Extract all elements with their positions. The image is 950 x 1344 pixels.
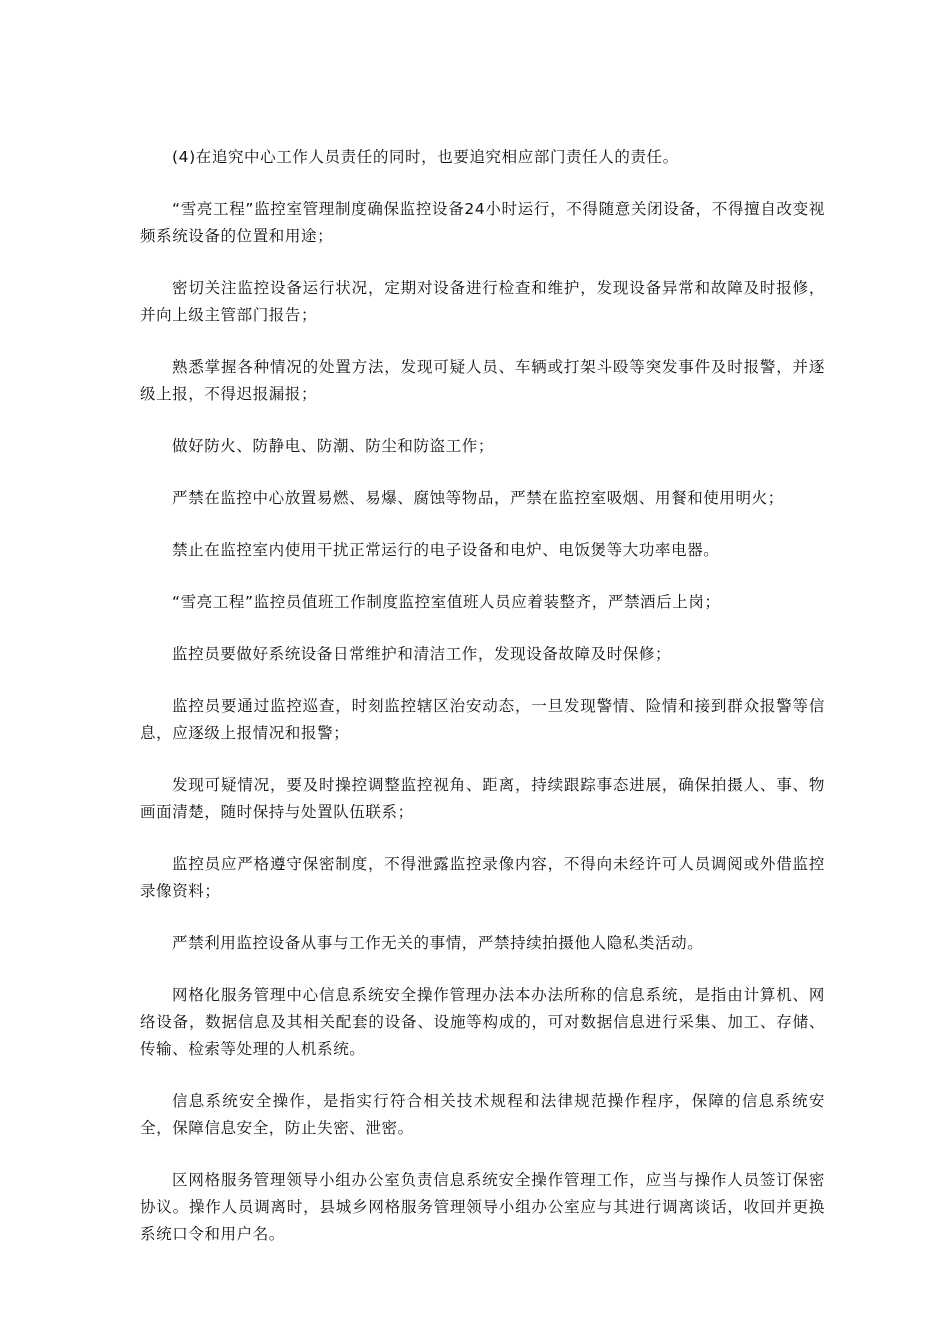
paragraph-11: 发现可疑情况，要及时操控调整监控视角、距离，持续跟踪事态进展，确保拍摄人、事、物画面清楚，随时保持与处置队伍联系； — [140, 776, 825, 821]
paragraph-2: “雪亮工程”监控室管理制度确保监控设备24小时运行，不得随意关闭设备，不得擅自改变视频系统设备的位置和用途； — [140, 200, 825, 245]
paragraph-15: 信息系统安全操作，是指实行符合相关技术规程和法律规范操作程序，保障的信息系统安全，保障信息安全，防止失密、泄密。 — [140, 1092, 825, 1137]
paragraph-4: 熟悉掌握各种情况的处置方法，发现可疑人员、车辆或打架斗殴等突发事件及时报警，并逐级上报，不得迟报漏报； — [140, 358, 825, 403]
document-body — [140, 144, 825, 1273]
paragraph-7: 禁止在监控室内使用干扰正常运行的电子设备和电炉、电饭煲等大功率电器。 — [172, 541, 720, 559]
paragraph-8: “雪亮工程”监控员值班工作制度监控室值班人员应着装整齐，严禁酒后上岗； — [172, 593, 721, 611]
paragraph-3: 密切关注监控设备运行状况，定期对设备进行检查和维护，发现设备异常和故障及时报修，并向上级主管部门报告； — [140, 279, 825, 324]
paragraph-10: 监控员要通过监控巡查，时刻监控辖区治安动态，一旦发现警情、险情和接到群众报警等信息，应逐级上报情况和报警； — [140, 697, 825, 742]
paragraph-14: 网格化服务管理中心信息系统安全操作管理办法本办法所称的信息系统，是指由计算机、网络设备，数据信息及其相关配套的设备、设施等构成的，可对数据信息进行采集、加工、存储、传输、检索等处理的人机系统。 — [140, 986, 825, 1058]
paragraph-5: 做好防火、防静电、防潮、防尘和防盗工作； — [172, 437, 495, 455]
paragraph-6: 严禁在监控中心放置易燃、易爆、腐蚀等物品，严禁在监控室吸烟、用餐和使用明火； — [172, 489, 784, 507]
paragraph-12: 监控员应严格遵守保密制度，不得泄露监控录像内容，不得向未经许可人员调阅或外借监控录像资料； — [140, 855, 825, 900]
paragraph-9: 监控员要做好系统设备日常维护和清洁工作，发现设备故障及时保修； — [172, 645, 672, 663]
paragraph-16: 区网格服务管理领导小组办公室负责信息系统安全操作管理工作，应当与操作人员签订保密协议。操作人员调离时，县城乡网格服务管理领导小组办公室应与其进行调离谈话，收回并更换系统口令和用户名。 — [140, 1171, 825, 1243]
paragraph-1: (4)在追究中心工作人员责任的同时，也要追究相应部门责任人的责任。 — [172, 148, 679, 166]
paragraph-13: 严禁利用监控设备从事与工作无关的事情，严禁持续拍摄他人隐私类活动。 — [172, 934, 704, 952]
